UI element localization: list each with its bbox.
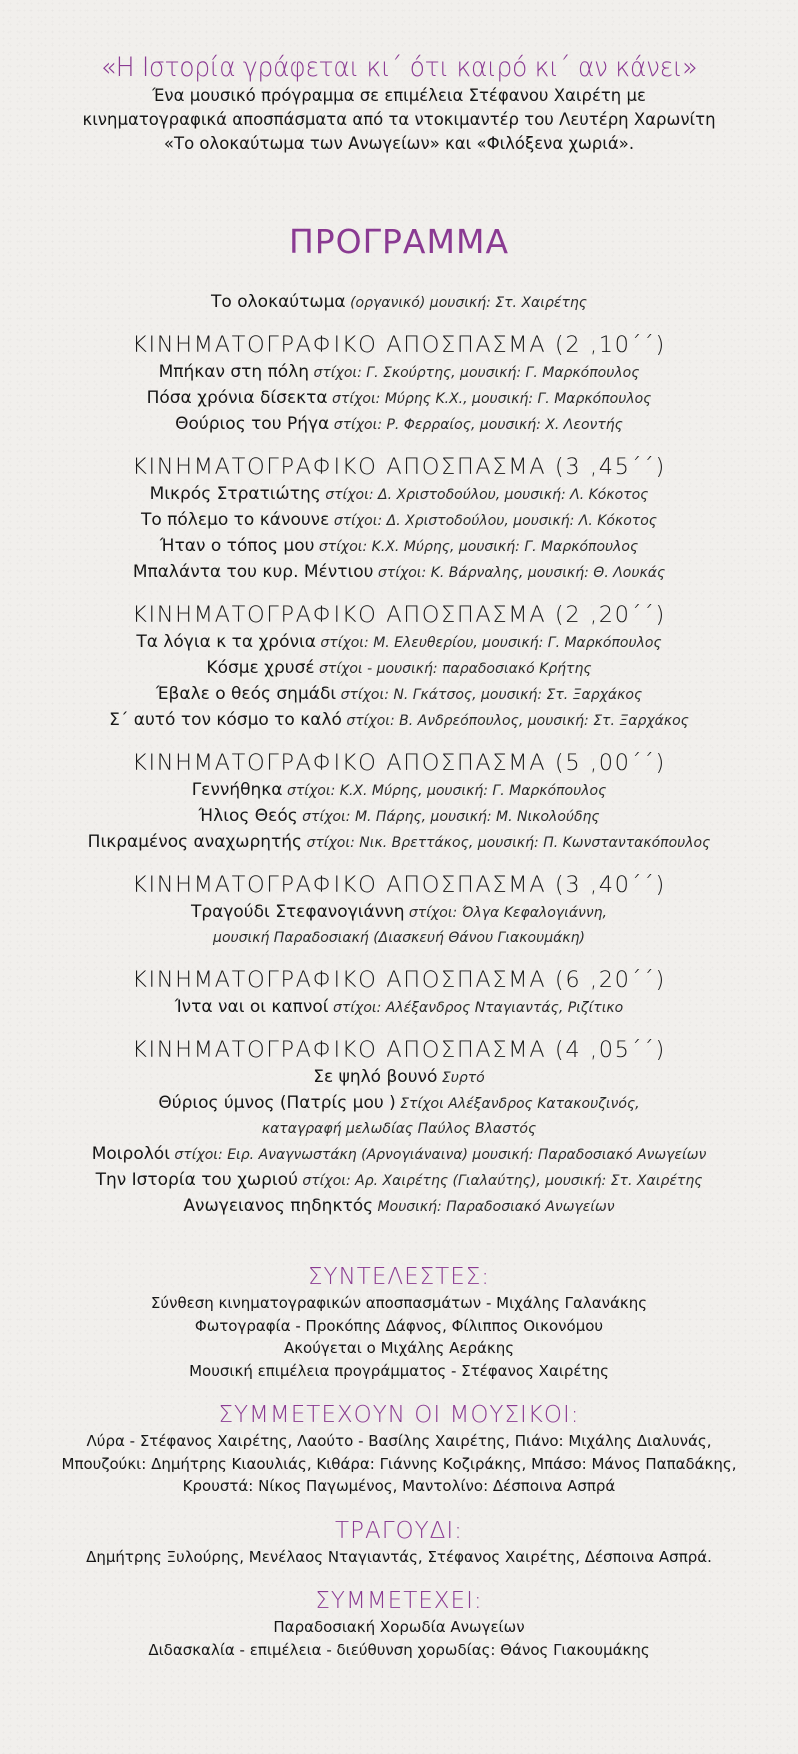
song-title: Πικραμένος αναχωρητής xyxy=(87,832,303,853)
clip-heading: ΚΙΝΗΜΑΤΟΓΡΑΦΙΚΟ ΑΠΟΣΠΑΣΜΑ (4 ,05΄΄) xyxy=(132,1037,666,1064)
credits-line: Σύνθεση κινηματογραφικών αποσπασμάτων - Μιχάλης Γαλανάκης xyxy=(150,1294,648,1313)
song-credit-continued: καταγραφή μελωδίας Παύλος Βλαστός xyxy=(261,1121,537,1138)
song-line xyxy=(0,360,798,386)
song-title: Θύριος ύμνος (Πατρίς μου ) xyxy=(158,1093,396,1114)
clip-block xyxy=(0,870,798,951)
credits-line: Παραδοσιακή Χορωδία Ανωγείων xyxy=(273,1618,525,1637)
credits-heading: ΣΥΜΜΕΤΕΧΕΙ: xyxy=(315,1588,483,1615)
event-quote-title: «Η Ιστορία γράφεται κι΄ ότι καιρό κι΄ αν κάνει» xyxy=(100,52,698,83)
song-line xyxy=(0,412,798,438)
song-title: Ήταν ο τόπος μου xyxy=(159,536,315,557)
song-title: Ήλιος Θεός xyxy=(198,806,298,827)
song-line xyxy=(0,995,798,1021)
clip-block xyxy=(0,330,798,438)
song-credit: Στίχοι Αλέξανδρος Κατακουζινός, xyxy=(395,1096,640,1113)
clip-block xyxy=(0,965,798,1021)
song-title: Τραγούδι Στεφανογιάννη xyxy=(190,902,405,923)
song-credit: στίχοι: Μ. Ελευθερίου, μουσική: Γ. Μαρκόπουλος xyxy=(315,635,662,652)
credits-line: Ακούγεται ο Μιχάλης Αεράκης xyxy=(283,1339,515,1358)
clip-heading: ΚΙΝΗΜΑΤΟΓΡΑΦΙΚΟ ΑΠΟΣΠΑΣΜΑ (6 ,20΄΄) xyxy=(132,967,666,994)
song-line xyxy=(0,482,798,508)
credits-line: Φωτογραφία - Προκόπης Δάφνος, Φίλιππος Οικονόμου xyxy=(194,1316,604,1335)
credits-line: Μουσική επιμέλεια προγράμματος - Στέφανος Χαιρέτης xyxy=(189,1361,609,1380)
song-title: Μπαλάντα του κυρ. Μέντιου xyxy=(132,562,374,583)
clip-heading: ΚΙΝΗΜΑΤΟΓΡΑΦΙΚΟ ΑΠΟΣΠΑΣΜΑ (2 ,20΄΄) xyxy=(132,602,666,629)
song-credit: στίχοι: Ειρ. Αναγνωστάκη (Αρνογιάναινα) μουσική: Παραδοσιακό Ανωγείων xyxy=(169,1147,707,1164)
credits-line: Διδασκαλία - επιμέλεια - διεύθυνση χορωδίας: Θάνος Γιακουμάκης xyxy=(148,1640,650,1659)
song-credit: στίχοι: Δ. Χριστοδούλου, μουσική: Λ. Κόκοτος xyxy=(320,487,649,504)
song-line xyxy=(0,534,798,560)
song-credit: στίχοι: Μύρης Κ.Χ., μουσική: Γ. Μαρκόπουλος xyxy=(327,391,652,408)
clip-block xyxy=(0,452,798,586)
clip-block xyxy=(0,600,798,734)
clip-heading: ΚΙΝΗΜΑΤΟΓΡΑΦΙΚΟ ΑΠΟΣΠΑΣΜΑ (3 ,40΄΄) xyxy=(132,872,666,899)
intro-line: Ένα μουσικό πρόγραμμα σε επιμέλεια Στέφανου Χαιρέτη με xyxy=(152,86,646,106)
song-credit: στίχοι: Γ. Σκούρτης, μουσική: Γ. Μαρκόπουλος xyxy=(309,365,640,382)
song-line xyxy=(0,1194,798,1220)
clip-heading: ΚΙΝΗΜΑΤΟΓΡΑΦΙΚΟ ΑΠΟΣΠΑΣΜΑ (3 ,45΄΄) xyxy=(132,454,666,481)
song-line xyxy=(0,804,798,830)
credits-line: Δημήτρης Ξυλούρης, Μενέλαος Νταγιαντάς, Στέφανος Χαιρέτης, Δέσποινα Ασπρά. xyxy=(86,1547,712,1566)
clip-heading: ΚΙΝΗΜΑΤΟΓΡΑΦΙΚΟ ΑΠΟΣΠΑΣΜΑ (2 ,10΄΄) xyxy=(132,332,666,359)
song-title: Θούριος του Ρήγα xyxy=(175,414,330,435)
credits-group xyxy=(0,1400,798,1498)
song-line xyxy=(0,682,798,708)
credits-line: Μπουζούκι: Δημήτρης Κιαουλιάς, Κιθάρα: Γιάννης Κοζιράκης, Μπάσο: Μάνος Παπαδάκης, xyxy=(61,1454,737,1473)
clip-list xyxy=(0,330,798,1220)
song-credit: στίχοι: Ν. Γκάτσος, μουσική: Στ. Ξαρχάκος xyxy=(336,687,643,704)
song-title: Μικρός Στρατιώτης xyxy=(149,484,321,505)
song-title: Σε ψηλό βουνό xyxy=(313,1067,438,1088)
song-credit: στίχοι: Κ.Χ. Μύρης, μουσική: Γ. Μαρκόπουλος xyxy=(282,783,607,800)
song-credit: στίχοι: Ρ. Φερραίος, μουσική: Χ. Λεοντής xyxy=(329,417,623,434)
song-credit: στίχοι: Νικ. Βρεττάκος, μουσική: Π. Κωνσταντακόπουλος xyxy=(302,835,711,852)
song-line xyxy=(0,708,798,734)
song-line xyxy=(0,1142,798,1168)
credits-heading: ΣΥΜΜΕΤΕΧΟΥΝ ΟΙ ΜΟΥΣΙΚΟΙ: xyxy=(218,1402,580,1429)
credits-line: Κρουστά: Νίκος Παγωμένος, Μαντολίνο: Δέσποινα Ασπρά xyxy=(182,1477,616,1496)
credits-section xyxy=(0,1262,798,1661)
programme-title: ΠΡΟΓΡΑΜΜΑ xyxy=(288,222,510,262)
song-credit: στίχοι: Όλγα Κεφαλογιάννη, xyxy=(404,905,608,922)
intro-line: κινηματογραφικά αποσπάσματα από τα ντοκιμαντέρ του Λευτέρη Χαρωνίτη xyxy=(82,110,716,130)
song-title: Πόσα χρόνια δίσεκτα xyxy=(146,388,328,409)
song-title: Έβαλε ο θεός σημάδι xyxy=(155,684,337,705)
song-line xyxy=(0,656,798,682)
credits-group xyxy=(0,1262,798,1382)
song-title: Γεννήθηκα xyxy=(191,780,283,801)
song-title: Ίντα ναι οι καπνοί xyxy=(174,997,329,1018)
song-credit: στίχοι: Δ. Χριστοδούλου, μουσική: Λ. Κόκοτος xyxy=(329,513,657,530)
song-credit: στίχοι: Β. Ανδρεόπουλος, μουσική: Στ. Ξαρχάκος xyxy=(341,713,689,730)
song-line xyxy=(0,508,798,534)
credits-heading: ΤΡΑΓΟΥΔΙ: xyxy=(335,1517,463,1544)
song-credit: στίχοι: Μ. Πάρης, μουσική: Μ. Νικολούδης xyxy=(297,809,600,826)
song-title: Την Ιστορία του χωριού xyxy=(95,1170,298,1191)
song-credit: στίχοι: Αλέξανδρος Νταγιαντάς, Ριζίτικο xyxy=(328,1000,624,1017)
opening-song xyxy=(0,290,798,316)
song-credit: Συρτό xyxy=(437,1070,485,1087)
credits-group xyxy=(0,1586,798,1661)
intro-line: «Το ολοκαύτωμα των Ανωγείων» και «Φιλόξενα χωριά». xyxy=(163,134,635,154)
song-title: Σ΄ αυτό τον κόσμο το καλό xyxy=(109,710,342,731)
clip-heading: ΚΙΝΗΜΑΤΟΓΡΑΦΙΚΟ ΑΠΟΣΠΑΣΜΑ (5 ,00΄΄) xyxy=(132,750,666,777)
credits-group xyxy=(0,1516,798,1569)
clip-block xyxy=(0,748,798,856)
song-title: Μπήκαν στη πόλη xyxy=(158,362,310,383)
song-title: Ανωγειανος πηδηκτός xyxy=(183,1196,374,1217)
song-credit: στίχοι: Κ.Χ. Μύρης, μουσική: Γ. Μαρκόπουλος xyxy=(314,539,639,556)
song-line xyxy=(0,1091,798,1117)
clip-block xyxy=(0,1035,798,1220)
song-credit: στίχοι - μουσική: παραδοσιακό Κρήτης xyxy=(314,661,592,678)
song-line xyxy=(0,386,798,412)
song-line xyxy=(0,778,798,804)
intro-text xyxy=(0,84,798,156)
song-credit-continued: μουσική Παραδοσιακή (Διασκευή Θάνου Γιακουμάκη) xyxy=(213,930,585,947)
credits-line: Λύρα - Στέφανος Χαιρέτης, Λαούτο - Βασίλης Χαιρέτης, Πιάνο: Μιχάλης Διαλυνάς, xyxy=(86,1432,712,1451)
song-title: Το πόλεμο το κάνουνε xyxy=(140,510,330,531)
song-title: Μοιρολόι xyxy=(91,1144,170,1165)
credits-heading: ΣΥΝΤΕΛΕΣΤΕΣ: xyxy=(307,1264,491,1291)
song-credit: Μουσική: Παραδοσιακό Ανωγείων xyxy=(373,1199,615,1216)
song-line xyxy=(0,900,798,926)
song-line xyxy=(0,630,798,656)
song-line xyxy=(0,560,798,586)
song-credit: (οργανικό) μουσική: Στ. Χαιρέτης xyxy=(345,295,587,312)
song-credit: στίχοι: Κ. Βάρναλης, μουσική: Θ. Λουκάς xyxy=(373,565,666,582)
song-line xyxy=(0,1065,798,1091)
song-title: Το ολοκαύτωμα xyxy=(211,292,346,313)
song-line xyxy=(0,830,798,856)
song-line xyxy=(0,1168,798,1194)
song-title: Τα λόγια κ τα χρόνια xyxy=(136,632,316,653)
song-title: Κόσμε χρυσέ xyxy=(206,658,315,679)
song-credit: στίχοι: Αρ. Χαιρέτης (Γιαλαύτης), μουσική: Στ. Χαιρέτης xyxy=(297,1173,703,1190)
